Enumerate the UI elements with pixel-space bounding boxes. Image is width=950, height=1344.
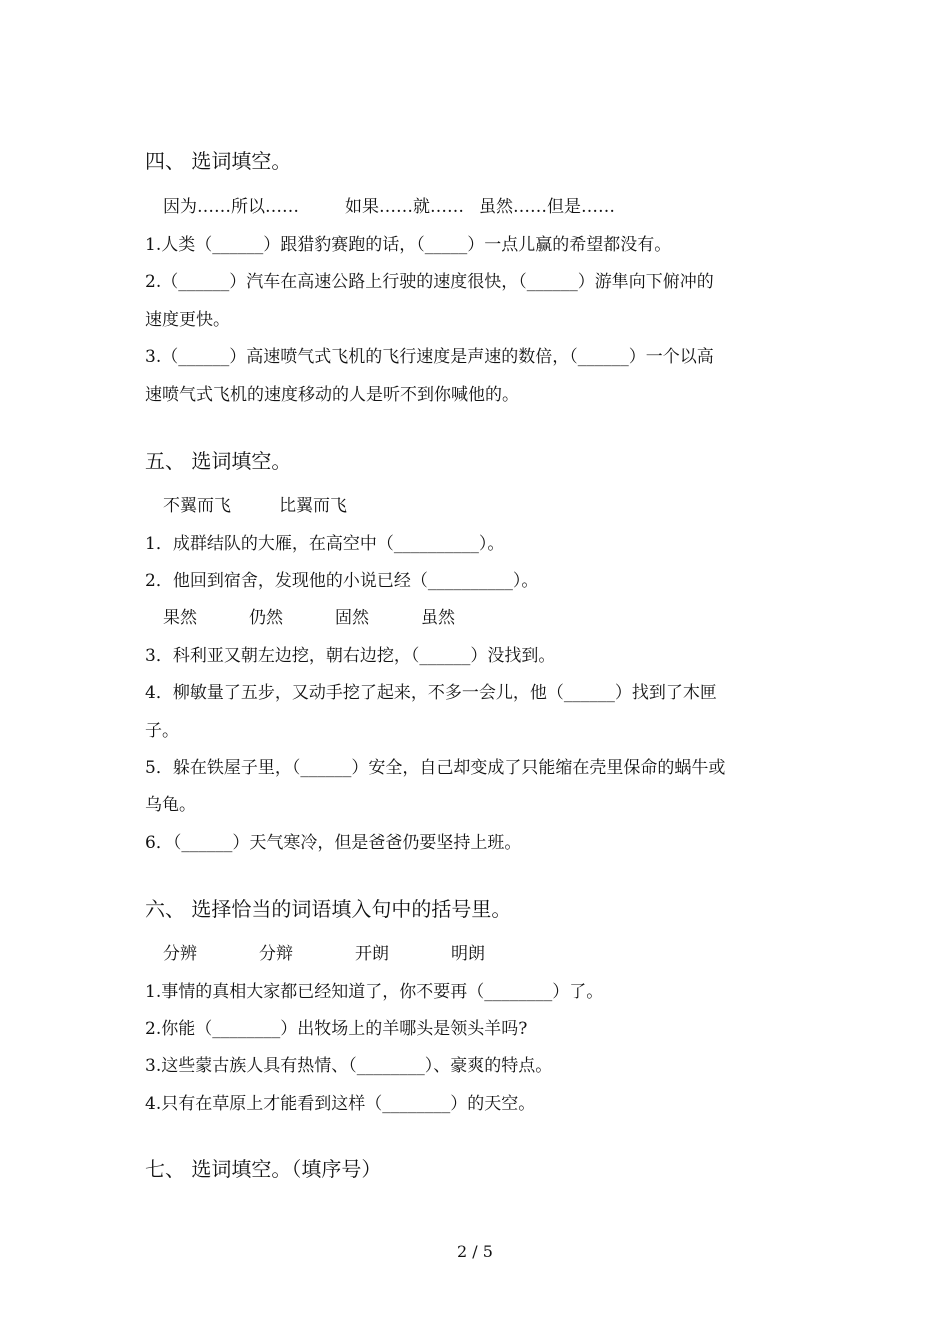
option: 如果……就…… bbox=[345, 197, 464, 217]
section-6-options bbox=[163, 943, 485, 965]
question-line: 6．（______）天气寒冷，但是爸爸仍要坚持上班。 bbox=[145, 833, 522, 853]
option: 不翼而飞 bbox=[163, 496, 231, 516]
question-line: 速度更快。 bbox=[145, 310, 230, 330]
question-line: 2.你能（________）出牧场上的羊哪头是领头羊吗? bbox=[145, 1019, 528, 1039]
section-5-heading: 五、 选词填空。 bbox=[145, 449, 292, 473]
question-line: 乌龟。 bbox=[145, 795, 196, 815]
option: 果然 bbox=[163, 608, 197, 628]
question-line: 2.（______）汽车在高速公路上行驶的速度很快，（______）游隼向下俯冲的 bbox=[145, 272, 714, 292]
question-line: 2．他回到宿舍，发现他的小说已经（__________）。 bbox=[145, 571, 539, 591]
question-line: 5．躲在铁屋子里，（______）安全，自己却变成了只能缩在壳里保命的蜗牛或 bbox=[145, 758, 726, 778]
option: 明朗 bbox=[451, 944, 485, 964]
section-4-options bbox=[163, 196, 615, 218]
question-line: 1.事情的真相大家都已经知道了，你不要再（________）了。 bbox=[145, 982, 604, 1002]
option: 分辨 bbox=[163, 944, 197, 964]
option: 比翼而飞 bbox=[279, 496, 347, 516]
question-line: 4.只有在草原上才能看到这样（________）的天空。 bbox=[145, 1094, 536, 1114]
question-line: 子。 bbox=[145, 721, 179, 741]
question-line: 4．柳敏量了五步，又动手挖了起来，不多一会儿，他（______）找到了木匣 bbox=[145, 683, 717, 703]
question-line: 1．成群结队的大雁，在高空中（__________）。 bbox=[145, 534, 505, 554]
option: 固然 bbox=[335, 608, 369, 628]
section-4-heading: 四、 选词填空。 bbox=[145, 149, 292, 173]
question-line: 速喷气式飞机的速度移动的人是听不到你喊他的。 bbox=[145, 385, 519, 405]
section-5-options-2 bbox=[163, 607, 455, 629]
question-line: 1.人类（______）跟猎豹赛跑的话，（_____）一点儿赢的希望都没有。 bbox=[145, 235, 672, 255]
question-line: 3．科利亚又朝左边挖，朝右边挖，（______）没找到。 bbox=[145, 646, 556, 666]
option: 仍然 bbox=[249, 608, 283, 628]
option: 虽然……但是…… bbox=[479, 197, 615, 217]
question-line: 3.这些蒙古族人具有热情、（________）、豪爽的特点。 bbox=[145, 1056, 553, 1076]
question-line: 3.（______）高速喷气式飞机的飞行速度是声速的数倍，（______）一个以高 bbox=[145, 347, 714, 367]
option: 因为……所以…… bbox=[163, 197, 299, 217]
option: 分辩 bbox=[259, 944, 293, 964]
page-number: 2 / 5 bbox=[457, 1242, 493, 1261]
option: 虽然 bbox=[421, 608, 455, 628]
section-7-heading: 七、 选词填空。（填序号） bbox=[145, 1157, 382, 1181]
section-5-options bbox=[163, 495, 347, 517]
section-6-heading: 六、 选择恰当的词语填入句中的括号里。 bbox=[145, 897, 512, 921]
option: 开朗 bbox=[355, 944, 389, 964]
